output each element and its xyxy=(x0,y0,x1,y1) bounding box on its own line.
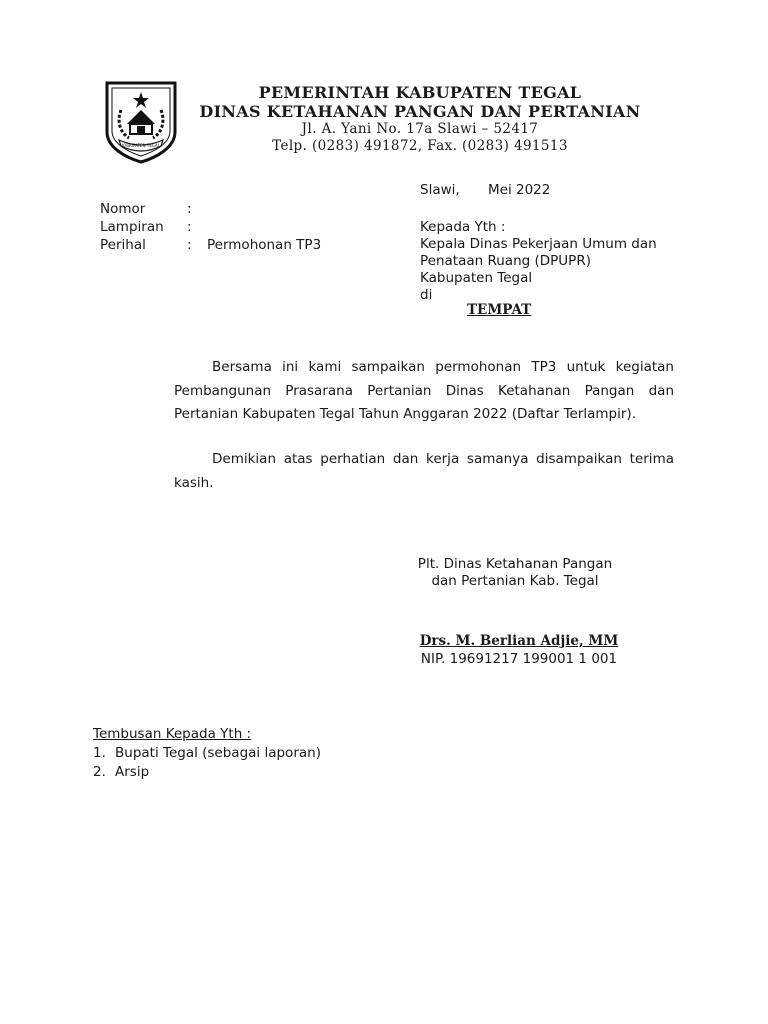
addressee-block xyxy=(420,219,657,304)
addressee-line-1: Kepala Dinas Pekerjaan Umum dan xyxy=(420,236,657,252)
tembusan-title: Tembusan Kepada Yth : xyxy=(93,726,252,742)
addressee-greeting: Kepada Yth : xyxy=(420,219,506,235)
signature-title-line-1: Plt. Dinas Ketahanan Pangan xyxy=(417,556,613,572)
signatory-name: Drs. M. Berlian Adjie, MM xyxy=(419,633,619,649)
agency-address: Jl. A. Yani No. 17a Slawi – 52417 xyxy=(301,121,539,137)
logo-ribbon-text: KABUPATEN TEGAL xyxy=(122,143,160,148)
letterhead xyxy=(190,83,650,155)
addressee-line-2: Penataan Ruang (DPUPR) xyxy=(420,253,591,269)
letter-place: Slawi, xyxy=(420,182,460,198)
place-date xyxy=(420,182,551,198)
meta-label: Lampiran xyxy=(100,219,164,235)
tembusan-block xyxy=(93,725,321,782)
regency-emblem-logo xyxy=(103,80,179,164)
list-item-number: 2. xyxy=(93,764,106,780)
agency-name: DINAS KETAHANAN PANGAN DAN PERTANIAN xyxy=(199,102,641,121)
list-item xyxy=(93,763,251,782)
meta-label: Perihal xyxy=(100,237,146,253)
list-item xyxy=(93,744,321,763)
government-name: PEMERINTAH KABUPATEN TEGAL xyxy=(258,83,582,102)
list-item-text: Bupati Tegal (sebagai laporan) xyxy=(115,745,321,761)
list-item-text: Arsip xyxy=(115,764,150,780)
list-item-number: 1. xyxy=(93,745,106,761)
signatory-nip: NIP. 19691217 199001 1 001 xyxy=(420,651,618,667)
body-paragraph-1: Bersama ini kami sampaikan permohonan TP3 untuk kegiatan Pembangunan Prasarana Pertanian Dinas Ketahanan Pangan dan Pertanian Kabupaten Tegal Tahun Anggaran 2022 (Daftar Terlampir). xyxy=(174,359,674,422)
meta-value: Permohonan TP3 xyxy=(207,237,322,253)
addressee-line-3: Kabupaten Tegal xyxy=(420,270,533,286)
signature-title xyxy=(400,556,630,590)
addressee-line-4: di xyxy=(420,287,433,303)
meta-label: Nomor xyxy=(100,201,146,217)
meta-colon: : xyxy=(187,237,192,253)
meta-colon: : xyxy=(187,201,192,217)
letter-date: Mei 2022 xyxy=(488,182,551,198)
body-paragraph-2: Demikian atas perhatian dan kerja samanya disampaikan terima kasih. xyxy=(174,451,674,491)
signature-title-line-2: dan Pertanian Kab. Tegal xyxy=(431,573,599,589)
addressee-tempat: TEMPAT xyxy=(467,302,532,318)
meta-colon: : xyxy=(187,219,192,235)
agency-phone: Telp. (0283) 491872, Fax. (0283) 491513 xyxy=(272,138,568,154)
